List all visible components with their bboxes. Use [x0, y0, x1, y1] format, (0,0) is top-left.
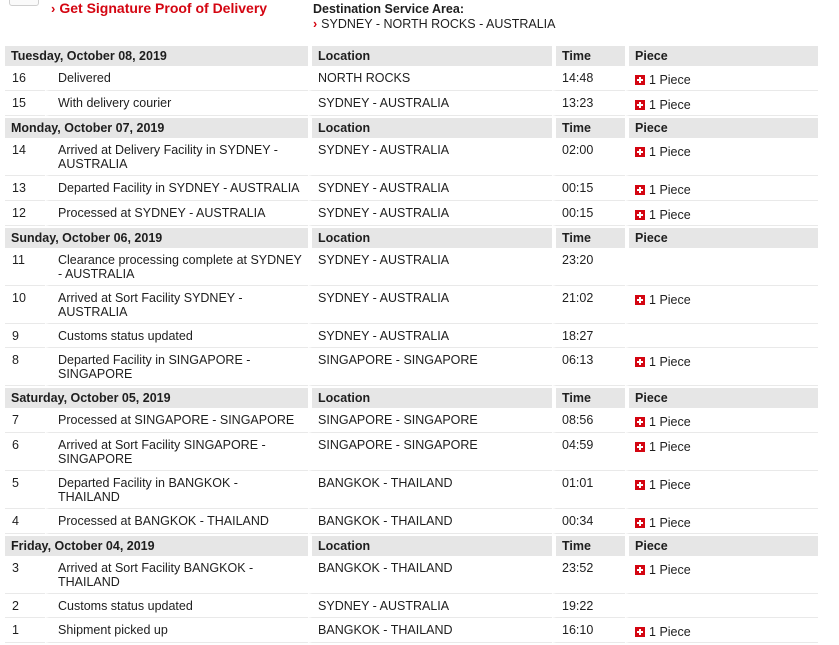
date-group-header [5, 536, 818, 556]
event-time: 19:22 [552, 596, 625, 618]
column-header-time: Time [552, 228, 625, 248]
column-header-piece: Piece [625, 118, 818, 138]
event-description: Customs status updated [45, 596, 308, 618]
group-date: Tuesday, October 08, 2019 [5, 46, 308, 66]
piece-toggle[interactable] [635, 183, 691, 197]
event-description: Arrived at Sort Facility SINGAPORE - SINGAPORE [45, 435, 308, 471]
tracking-event-row [5, 435, 818, 471]
event-time: 02:00 [552, 140, 625, 176]
piece-label: 1 Piece [649, 478, 691, 492]
column-header-location: Location [308, 388, 552, 408]
event-description: Arrived at Delivery Facility in SYDNEY - AUSTRALIA [45, 140, 308, 176]
event-time: 08:56 [552, 410, 625, 433]
tracking-event-row [5, 350, 818, 386]
event-description: Clearance processing complete at SYDNEY - AUSTRALIA [45, 250, 308, 286]
event-piece [625, 558, 818, 594]
column-header-piece: Piece [625, 536, 818, 556]
date-group-header [5, 46, 818, 66]
piece-toggle[interactable] [635, 293, 691, 307]
tracking-event-row [5, 250, 818, 286]
column-header-time: Time [552, 46, 625, 66]
group-date: Sunday, October 06, 2019 [5, 228, 308, 248]
expand-plus-icon[interactable] [635, 518, 645, 528]
destination-label: Destination Service Area: [313, 2, 464, 16]
piece-label: 1 Piece [649, 98, 691, 112]
event-description: Arrived at Sort Facility BANGKOK - THAILAND [45, 558, 308, 594]
piece-toggle[interactable] [635, 98, 691, 112]
event-number: 8 [5, 350, 45, 386]
tracking-event-row [5, 288, 818, 324]
event-number: 3 [5, 558, 45, 594]
piece-label: 1 Piece [649, 183, 691, 197]
event-number: 12 [5, 203, 45, 226]
event-time: 13:23 [552, 93, 625, 116]
tracking-event-row [5, 620, 818, 643]
date-group-header [5, 388, 818, 408]
event-time: 00:15 [552, 203, 625, 226]
event-location: BANGKOK - THAILAND [308, 511, 552, 534]
expand-plus-icon[interactable] [635, 627, 645, 637]
chevron-right-icon: › [313, 17, 318, 31]
tracking-event-row [5, 203, 818, 226]
column-header-piece: Piece [625, 228, 818, 248]
event-piece [625, 250, 818, 286]
column-header-time: Time [552, 388, 625, 408]
event-piece [625, 178, 818, 201]
get-signature-proof-link[interactable] [51, 0, 267, 16]
event-description: Departed Facility in BANGKOK - THAILAND [45, 473, 308, 509]
column-header-location: Location [308, 536, 552, 556]
event-time: 23:20 [552, 250, 625, 286]
event-piece [625, 410, 818, 433]
event-time: 16:10 [552, 620, 625, 643]
piece-toggle[interactable] [635, 516, 691, 530]
event-time: 23:52 [552, 558, 625, 594]
event-location: SYDNEY - AUSTRALIA [308, 326, 552, 348]
event-piece [625, 288, 818, 324]
event-piece [625, 93, 818, 116]
piece-toggle[interactable] [635, 355, 691, 369]
event-description: Arrived at Sort Facility SYDNEY - AUSTRALIA [45, 288, 308, 324]
event-description: Processed at SINGAPORE - SINGAPORE [45, 410, 308, 433]
column-header-piece: Piece [625, 46, 818, 66]
event-description: Processed at SYDNEY - AUSTRALIA [45, 203, 308, 226]
event-location: SYDNEY - AUSTRALIA [308, 93, 552, 116]
event-number: 2 [5, 596, 45, 618]
expand-plus-icon[interactable] [635, 357, 645, 367]
event-piece [625, 596, 818, 618]
destination-value-line [313, 17, 555, 32]
piece-toggle[interactable] [635, 415, 691, 429]
event-location: SINGAPORE - SINGAPORE [308, 435, 552, 471]
event-time: 01:01 [552, 473, 625, 509]
event-number: 5 [5, 473, 45, 509]
column-header-location: Location [308, 118, 552, 138]
expand-plus-icon[interactable] [635, 442, 645, 452]
destination-value: SYDNEY - NORTH ROCKS - AUSTRALIA [321, 17, 556, 31]
event-number: 15 [5, 93, 45, 116]
destination-service-area [313, 2, 555, 32]
event-location: SYDNEY - AUSTRALIA [308, 140, 552, 176]
event-description: Departed Facility in SINGAPORE - SINGAPORE [45, 350, 308, 386]
tracking-event-row [5, 178, 818, 201]
piece-label: 1 Piece [649, 563, 691, 577]
expand-plus-icon[interactable] [635, 75, 645, 85]
event-location: BANGKOK - THAILAND [308, 620, 552, 643]
tracking-event-row [5, 68, 818, 91]
tracking-event-row [5, 511, 818, 534]
event-piece [625, 140, 818, 176]
tracking-event-row [5, 93, 818, 116]
event-time: 04:59 [552, 435, 625, 471]
event-description: Delivered [45, 68, 308, 91]
piece-label: 1 Piece [649, 355, 691, 369]
piece-label: 1 Piece [649, 415, 691, 429]
event-number: 4 [5, 511, 45, 534]
event-number: 10 [5, 288, 45, 324]
event-number: 1 [5, 620, 45, 643]
expand-plus-icon[interactable] [635, 480, 645, 490]
checkbox-partial[interactable] [9, 0, 39, 6]
event-piece [625, 326, 818, 348]
piece-toggle[interactable] [635, 145, 691, 159]
event-location: SYDNEY - AUSTRALIA [308, 203, 552, 226]
expand-plus-icon[interactable] [635, 210, 645, 220]
event-time: 14:48 [552, 68, 625, 91]
event-location: BANGKOK - THAILAND [308, 473, 552, 509]
piece-toggle[interactable] [635, 563, 691, 577]
column-header-location: Location [308, 46, 552, 66]
event-description: Processed at BANGKOK - THAILAND [45, 511, 308, 534]
event-location: SYDNEY - AUSTRALIA [308, 596, 552, 618]
tracking-event-row [5, 326, 818, 348]
piece-toggle[interactable] [635, 73, 691, 87]
tracking-history-table [5, 44, 818, 645]
piece-label: 1 Piece [649, 293, 691, 307]
event-number: 11 [5, 250, 45, 286]
event-location: BANGKOK - THAILAND [308, 558, 552, 594]
piece-toggle[interactable] [635, 208, 691, 222]
event-number: 14 [5, 140, 45, 176]
event-time: 21:02 [552, 288, 625, 324]
date-group-header [5, 118, 818, 138]
event-time: 06:13 [552, 350, 625, 386]
tracking-event-row [5, 596, 818, 618]
event-piece [625, 435, 818, 471]
event-piece [625, 511, 818, 534]
event-piece [625, 68, 818, 91]
event-description: With delivery courier [45, 93, 308, 116]
tracking-event-row [5, 473, 818, 509]
event-piece [625, 203, 818, 226]
event-location: SYDNEY - AUSTRALIA [308, 178, 552, 201]
event-piece [625, 473, 818, 509]
piece-toggle[interactable] [635, 440, 691, 454]
piece-label: 1 Piece [649, 440, 691, 454]
event-description: Customs status updated [45, 326, 308, 348]
piece-label: 1 Piece [649, 625, 691, 639]
piece-toggle[interactable] [635, 478, 691, 492]
event-piece [625, 350, 818, 386]
expand-plus-icon[interactable] [635, 147, 645, 157]
event-location: SINGAPORE - SINGAPORE [308, 350, 552, 386]
event-number: 9 [5, 326, 45, 348]
expand-plus-icon[interactable] [635, 417, 645, 427]
shipment-summary-bar [0, 0, 839, 40]
event-location: SINGAPORE - SINGAPORE [308, 410, 552, 433]
tracking-event-row [5, 558, 818, 594]
group-date: Saturday, October 05, 2019 [5, 388, 308, 408]
piece-label: 1 Piece [649, 73, 691, 87]
event-description: Shipment picked up [45, 620, 308, 643]
column-header-piece: Piece [625, 388, 818, 408]
event-location: SYDNEY - AUSTRALIA [308, 288, 552, 324]
event-number: 6 [5, 435, 45, 471]
expand-plus-icon[interactable] [635, 100, 645, 110]
event-piece [625, 620, 818, 643]
event-location: SYDNEY - AUSTRALIA [308, 250, 552, 286]
expand-plus-icon[interactable] [635, 565, 645, 575]
piece-label: 1 Piece [649, 145, 691, 159]
column-header-location: Location [308, 228, 552, 248]
signature-link-label: Get Signature Proof of Delivery [59, 0, 268, 16]
column-header-time: Time [552, 536, 625, 556]
tracking-event-row [5, 410, 818, 433]
piece-toggle[interactable] [635, 625, 691, 639]
event-number: 16 [5, 68, 45, 91]
expand-plus-icon[interactable] [635, 295, 645, 305]
piece-label: 1 Piece [649, 208, 691, 222]
event-time: 00:15 [552, 178, 625, 201]
event-number: 13 [5, 178, 45, 201]
event-time: 18:27 [552, 326, 625, 348]
tracking-history-body [5, 46, 818, 643]
chevron-right-icon: › [51, 1, 56, 16]
group-date: Monday, October 07, 2019 [5, 118, 308, 138]
tracking-event-row [5, 140, 818, 176]
date-group-header [5, 228, 818, 248]
expand-plus-icon[interactable] [635, 185, 645, 195]
event-time: 00:34 [552, 511, 625, 534]
column-header-time: Time [552, 118, 625, 138]
piece-label: 1 Piece [649, 516, 691, 530]
group-date: Friday, October 04, 2019 [5, 536, 308, 556]
event-location: NORTH ROCKS [308, 68, 552, 91]
event-number: 7 [5, 410, 45, 433]
event-description: Departed Facility in SYDNEY - AUSTRALIA [45, 178, 308, 201]
